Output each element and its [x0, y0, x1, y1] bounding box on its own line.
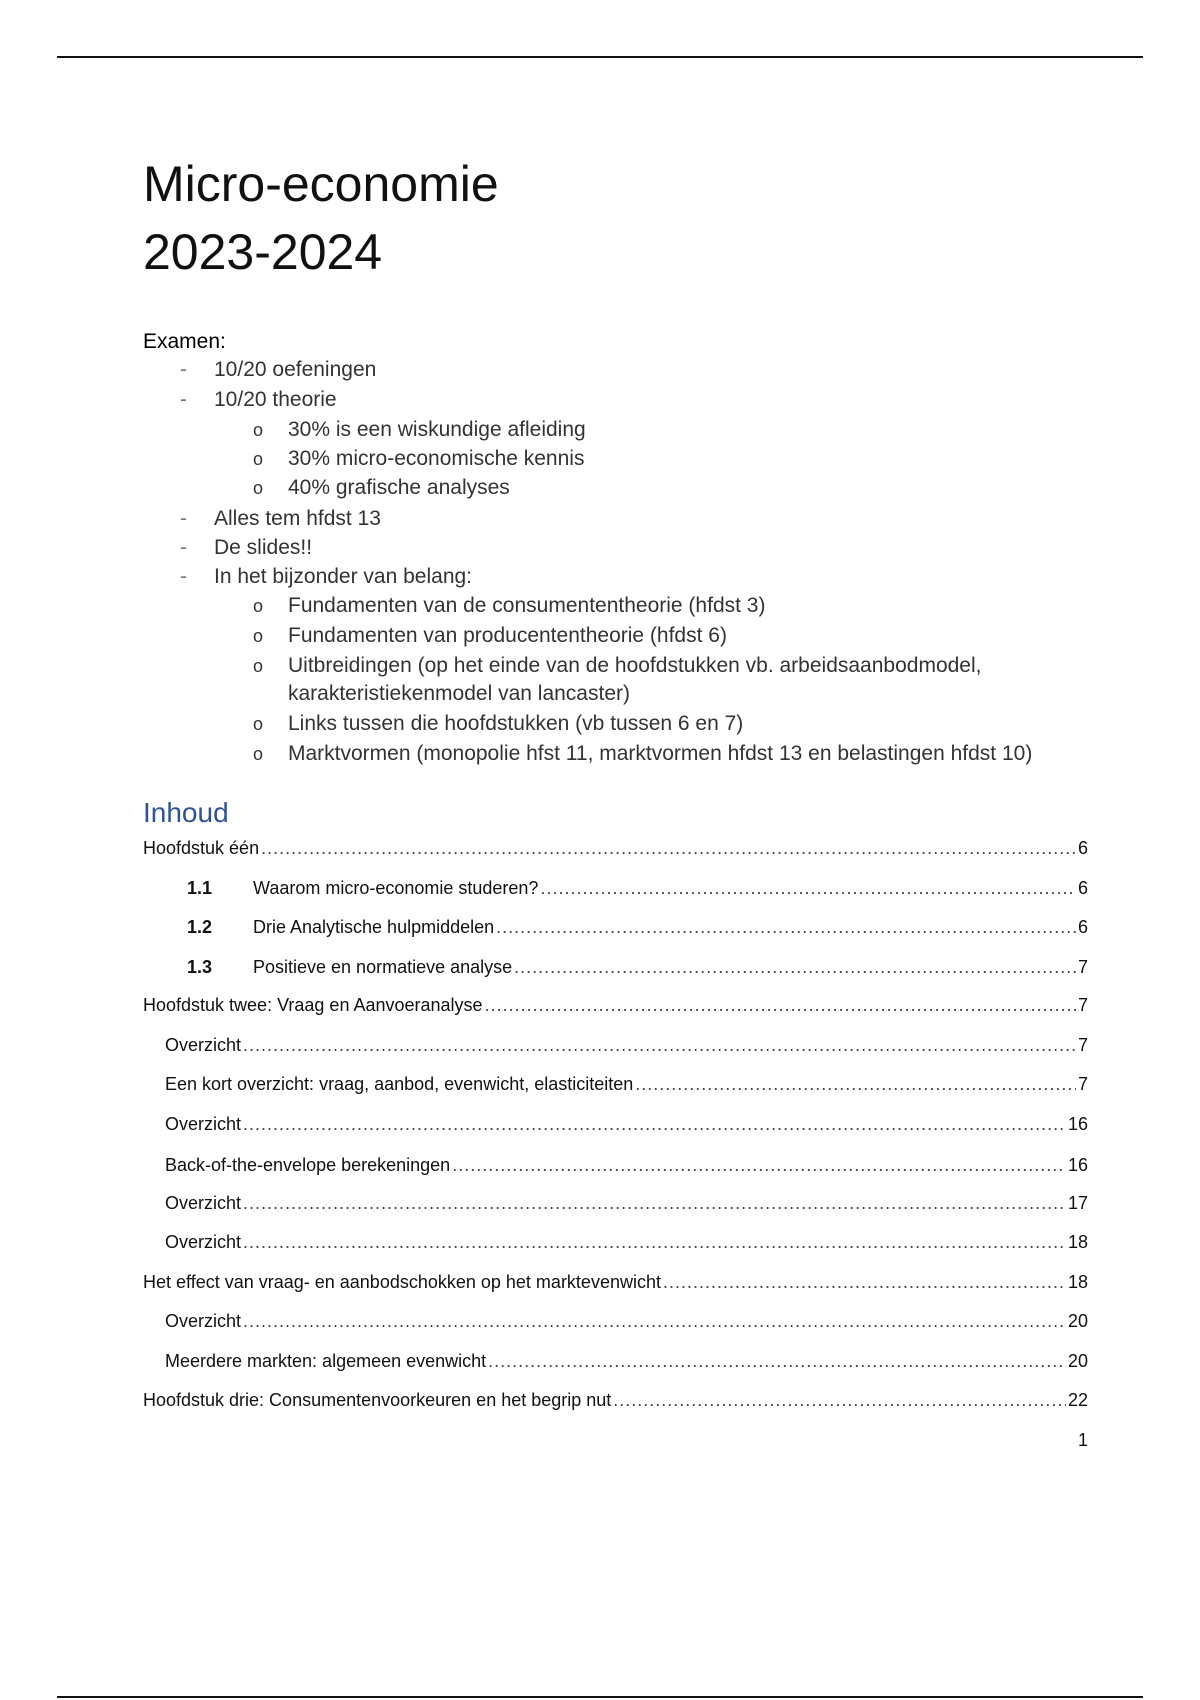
- title-line-1: Micro-economie: [143, 156, 499, 212]
- exam-subbullet-text: 30% micro-economische kennis: [288, 447, 585, 470]
- toc-leader-dots: [243, 1035, 1076, 1056]
- toc-entry[interactable]: [165, 1311, 1088, 1332]
- toc-leader-dots: [243, 1232, 1066, 1253]
- toc-entry-page: 20: [1067, 1351, 1088, 1371]
- toc-entry[interactable]: [165, 1155, 1088, 1176]
- toc-leader-dots: [496, 917, 1076, 938]
- circle-bullet-icon: o: [253, 626, 264, 646]
- toc-entry[interactable]: [143, 1272, 1088, 1293]
- toc-leader-dots: [243, 1193, 1066, 1214]
- circle-bullet-icon: o: [253, 420, 264, 440]
- exam-subbullet-text: Fundamenten van producententheorie (hfdst 6): [288, 624, 727, 647]
- dash-bullet-icon: -: [180, 358, 187, 381]
- circle-bullet-icon: o: [253, 656, 264, 676]
- dash-bullet-icon: -: [180, 536, 187, 559]
- toc-entry-label: Overzicht: [165, 1311, 242, 1331]
- toc-entry-number: 1.1: [187, 878, 213, 898]
- toc-entry[interactable]: [187, 957, 1088, 978]
- toc-entry-page: 6: [1077, 917, 1088, 937]
- toc-leader-dots: [635, 1074, 1076, 1095]
- toc-entry-label: Overzicht: [165, 1035, 242, 1055]
- exam-subbullet-text: 40% grafische analyses: [288, 476, 510, 499]
- title-line-2: 2023-2024: [143, 224, 383, 280]
- exam-bullet: [180, 563, 1080, 591]
- toc-leader-dots: [243, 1311, 1066, 1332]
- toc-entry-page: 7: [1077, 1035, 1088, 1055]
- toc-entry[interactable]: [165, 1232, 1088, 1253]
- exam-subbullet-text: Fundamenten van de consumententheorie (hfdst 3): [288, 594, 766, 617]
- exam-bullet-text: 10/20 theorie: [214, 388, 337, 411]
- circle-bullet-icon: o: [253, 744, 264, 764]
- toc-entry-number: 1.3: [187, 957, 213, 977]
- exam-bullet: [180, 505, 1080, 533]
- toc-leader-dots: [485, 995, 1076, 1016]
- toc-entry-label: Hoofdstuk twee: Vraag en Aanvoeranalyse: [143, 995, 483, 1015]
- toc-entry-page: 16: [1067, 1114, 1088, 1134]
- toc-entry[interactable]: [187, 917, 1088, 938]
- exam-bullet-text: Alles tem hfdst 13: [214, 507, 381, 530]
- toc-leader-dots: [613, 1390, 1066, 1411]
- circle-bullet-icon: o: [253, 596, 264, 616]
- toc-entry-page: 17: [1067, 1193, 1088, 1213]
- toc-leader-dots: [261, 838, 1076, 859]
- toc-entry-page: 22: [1067, 1390, 1088, 1410]
- toc-entry[interactable]: [165, 1193, 1088, 1214]
- exam-bullet-text: De slides!!: [214, 536, 313, 559]
- toc-entry-label: Hoofdstuk één: [143, 838, 260, 858]
- exam-subbullet-text-continued: karakteristiekenmodel van lancaster): [288, 682, 630, 705]
- toc-entry-label: Hoofdstuk drie: Consumentenvoorkeuren en het begrip nut: [143, 1390, 612, 1410]
- toc-entry-label: Een kort overzicht: vraag, aanbod, evenwicht, elasticiteiten: [165, 1074, 634, 1094]
- toc-entry-page: 6: [1077, 878, 1088, 898]
- toc-entry-page: 20: [1067, 1311, 1088, 1331]
- toc-entry-number: 1.2: [187, 917, 213, 937]
- document-title: [143, 150, 499, 286]
- toc-entry-label: Het effect van vraag- en aanbodschokken op het marktevenwicht: [143, 1272, 661, 1292]
- toc-entry[interactable]: [187, 878, 1088, 899]
- circle-bullet-icon: o: [253, 449, 264, 469]
- exam-subbullet-text: Marktvormen (monopolie hfst 11, marktvormen hfdst 13 en belastingen hfdst 10): [288, 742, 1033, 765]
- toc-entry[interactable]: [165, 1114, 1088, 1135]
- exam-bullet: [180, 356, 1080, 384]
- toc-entry[interactable]: [143, 1390, 1088, 1411]
- exam-subbullet: [253, 652, 1113, 708]
- toc-entry[interactable]: [165, 1074, 1088, 1095]
- toc-entry-page: 6: [1077, 838, 1088, 858]
- toc-leader-dots: [663, 1272, 1066, 1293]
- exam-subbullet-text: Links tussen die hoofdstukken (vb tussen 6 en 7): [288, 712, 744, 735]
- toc-entry-page: 7: [1077, 1074, 1088, 1094]
- exam-bullet: [180, 534, 1080, 562]
- toc-entry-label: Overzicht: [165, 1193, 242, 1213]
- toc-entry-label: Meerdere markten: algemeen evenwicht: [165, 1351, 487, 1371]
- toc-entry-label: Positieve en normatieve analyse: [253, 957, 513, 977]
- toc-entry-label: Overzicht: [165, 1232, 242, 1252]
- toc-entry-page: 18: [1067, 1232, 1088, 1252]
- toc-heading: Inhoud: [143, 797, 229, 828]
- circle-bullet-icon: o: [253, 714, 264, 734]
- exam-subbullet-text: Uitbreidingen (op het einde van de hoofdstukken vb. arbeidsaanbodmodel,: [288, 654, 982, 677]
- toc-entry-page: 7: [1077, 995, 1088, 1015]
- exam-label: Examen:: [143, 330, 226, 353]
- toc-entry-label: Waarom micro-economie studeren?: [253, 878, 539, 898]
- toc-leader-dots: [452, 1155, 1066, 1176]
- exam-bullet: [180, 386, 1080, 414]
- toc-leader-dots: [514, 957, 1076, 978]
- exam-subbullet-text: 30% is een wiskundige afleiding: [288, 418, 586, 441]
- dash-bullet-icon: -: [180, 388, 187, 411]
- circle-bullet-icon: o: [253, 478, 264, 498]
- dash-bullet-icon: -: [180, 507, 187, 530]
- toc-leader-dots: [540, 878, 1076, 899]
- toc-entry-label: Drie Analytische hulpmiddelen: [253, 917, 495, 937]
- toc-entry-label: Back-of-the-envelope berekeningen: [165, 1155, 451, 1175]
- toc-entry[interactable]: [143, 838, 1088, 859]
- exam-bullet-text: In het bijzonder van belang:: [214, 565, 473, 588]
- toc-entry-page: 18: [1067, 1272, 1088, 1292]
- toc-entry[interactable]: [143, 995, 1088, 1016]
- exam-bullet-text: 10/20 oefeningen: [214, 358, 377, 381]
- header-rule: [57, 56, 1143, 58]
- toc-entry-page: 7: [1077, 957, 1088, 977]
- toc-leader-dots: [243, 1114, 1066, 1135]
- page-number: 1: [1077, 1430, 1088, 1450]
- toc-entry[interactable]: [165, 1351, 1088, 1372]
- toc-entry-label: Overzicht: [165, 1114, 242, 1134]
- footer-rule: [57, 1696, 1143, 1698]
- toc-entry[interactable]: [165, 1035, 1088, 1056]
- exam-subbullet: [253, 740, 1113, 796]
- toc-entry-page: 16: [1067, 1155, 1088, 1175]
- toc-leader-dots: [488, 1351, 1066, 1372]
- dash-bullet-icon: -: [180, 565, 187, 588]
